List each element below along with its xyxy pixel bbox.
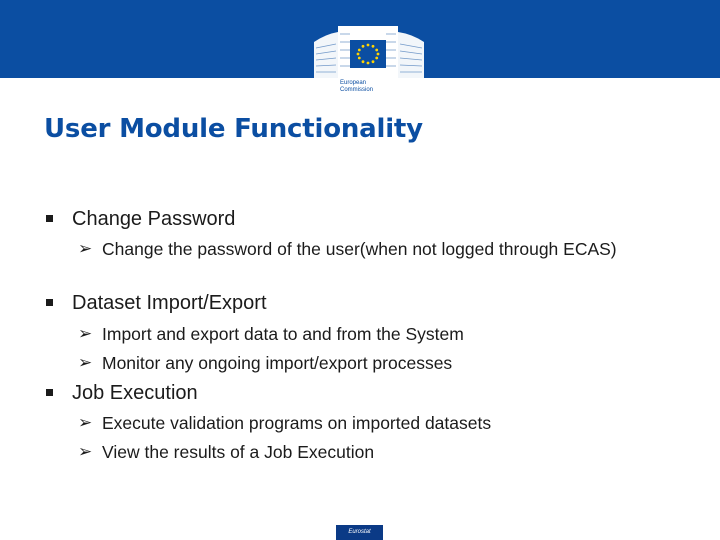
bullet-label: Change Password	[72, 208, 236, 230]
arrow-bullet-icon: ➢	[78, 413, 93, 432]
arrow-bullet-icon: ➢	[78, 442, 93, 461]
subitem-text: View the results of a Job Execution	[102, 442, 375, 462]
arrow-bullet-icon: ➢	[78, 324, 93, 343]
subitem	[78, 237, 670, 287]
logo-text-european: European	[340, 80, 367, 86]
arrow-bullet-icon: ➢	[78, 353, 93, 372]
arrow-bullet-icon: ➢	[78, 239, 93, 258]
square-bullet-icon	[46, 215, 53, 222]
subitem-text: Monitor any ongoing import/export processes	[102, 353, 453, 373]
subitem-text: Execute validation programs on imported datasets	[102, 413, 492, 433]
subitem-text: Import and export data to and from the System	[102, 324, 464, 344]
bullet-label: Job Execution	[72, 382, 198, 404]
eurostat-badge: Eurostat	[336, 525, 383, 540]
bullet-label: Dataset Import/Export	[72, 292, 267, 314]
slide-title: User Module Functionality	[44, 114, 423, 144]
square-bullet-icon	[46, 389, 53, 396]
subitem-text: Change the password of the user(when not logged through ECAS)	[102, 239, 617, 259]
logo-text-commission: Commission	[340, 87, 374, 93]
square-bullet-icon	[46, 299, 53, 306]
